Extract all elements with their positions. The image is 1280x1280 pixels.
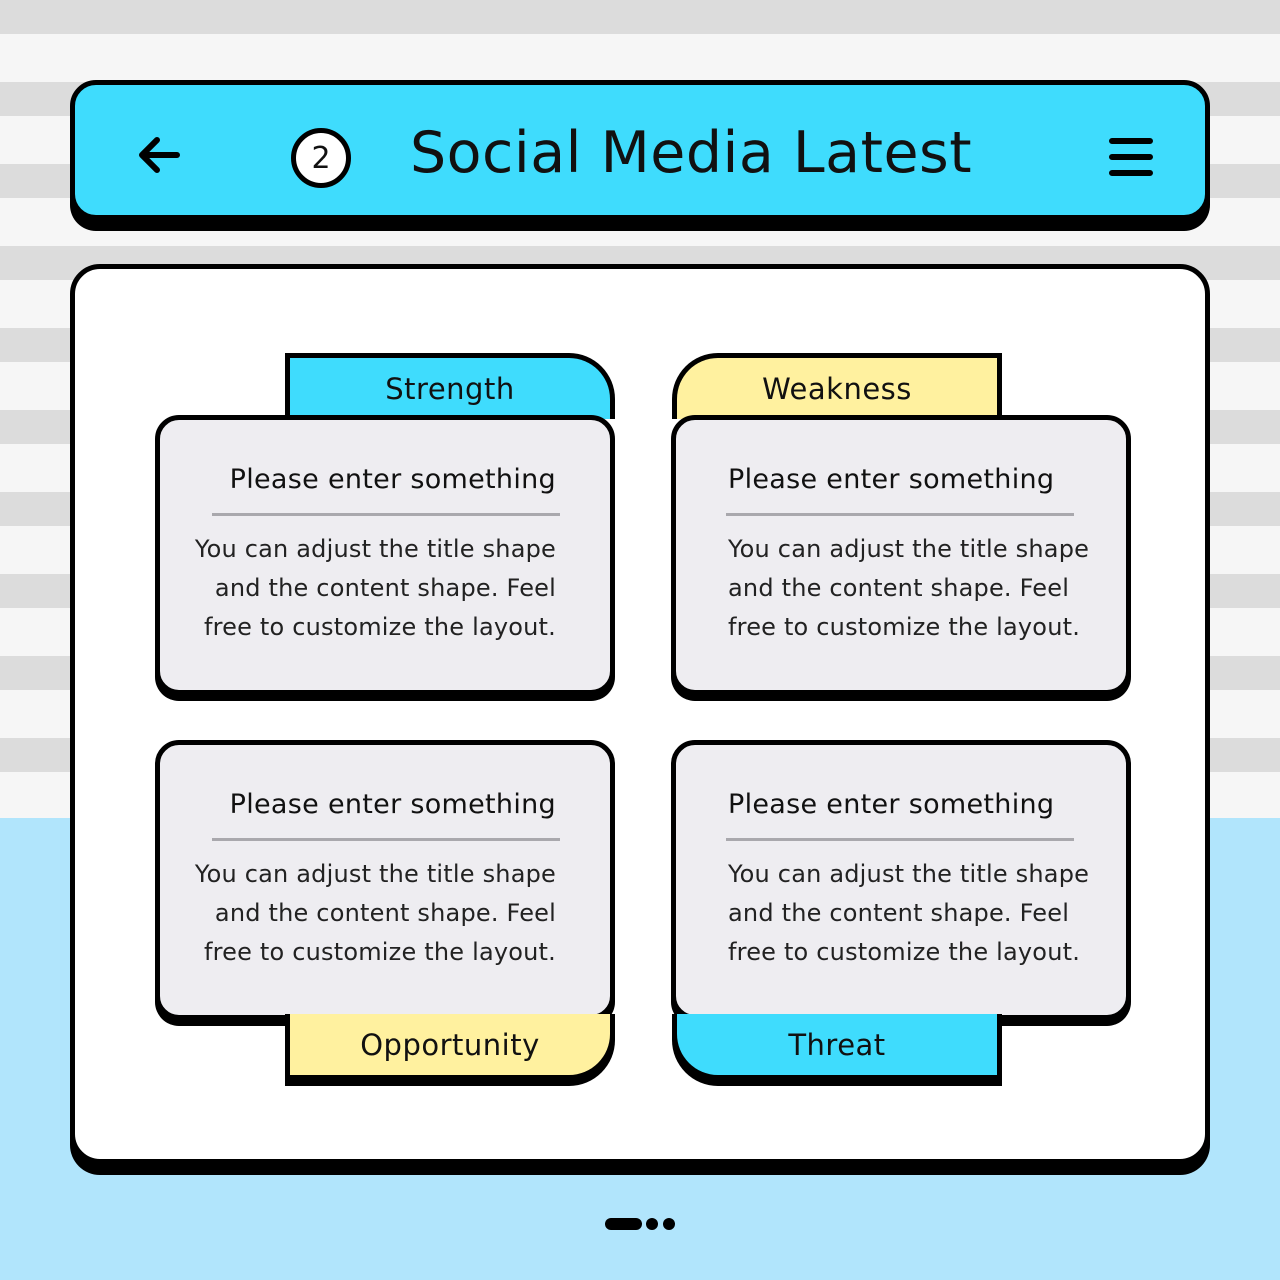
tab-threat[interactable]: [672, 1014, 1002, 1080]
card-weakness[interactable]: [671, 415, 1131, 695]
tab-threat-label: Threat: [788, 1027, 886, 1062]
card-opportunity-title[interactable]: Please enter something: [229, 789, 556, 820]
card-divider: [212, 838, 560, 841]
tab-opportunity-label: Opportunity: [360, 1027, 540, 1062]
swot-panel: [70, 264, 1210, 1164]
page-indicator-active[interactable]: [605, 1218, 642, 1230]
card-threat-body[interactable]: You can adjust the title shape and the content shape. Feel free to customize the layout.: [728, 860, 1090, 966]
tab-strength-label: Strength: [385, 371, 515, 406]
step-number-badge: 2: [291, 128, 351, 188]
card-opportunity[interactable]: [155, 740, 615, 1020]
page-title: Social Media Latest: [410, 120, 973, 186]
card-strength-title[interactable]: Please enter something: [229, 464, 556, 495]
card-opportunity-body[interactable]: You can adjust the title shape and the content shape. Feel free to customize the layout.: [194, 860, 556, 966]
card-weakness-title[interactable]: Please enter something: [728, 464, 1055, 495]
tab-weakness-label: Weakness: [762, 371, 912, 406]
header-bar: [70, 80, 1210, 220]
card-divider: [212, 513, 560, 516]
tab-strength[interactable]: [285, 353, 615, 419]
card-weakness-body[interactable]: You can adjust the title shape and the content shape. Feel free to customize the layout.: [728, 535, 1090, 641]
background-top-strip: [0, 0, 1280, 34]
hamburger-menu-icon[interactable]: [1107, 135, 1155, 179]
card-strength-body[interactable]: You can adjust the title shape and the content shape. Feel free to customize the layout.: [194, 535, 556, 641]
page-indicator-dot[interactable]: [663, 1218, 675, 1230]
card-threat-title[interactable]: Please enter something: [728, 789, 1055, 820]
page-indicator-dot[interactable]: [646, 1218, 658, 1230]
card-threat[interactable]: [671, 740, 1131, 1020]
tab-opportunity[interactable]: [285, 1014, 615, 1080]
page-indicator: [605, 1216, 685, 1232]
card-divider: [726, 838, 1074, 841]
card-divider: [726, 513, 1074, 516]
arrow-left-icon[interactable]: [135, 133, 183, 177]
tab-weakness[interactable]: [672, 353, 1002, 419]
card-strength[interactable]: [155, 415, 615, 695]
